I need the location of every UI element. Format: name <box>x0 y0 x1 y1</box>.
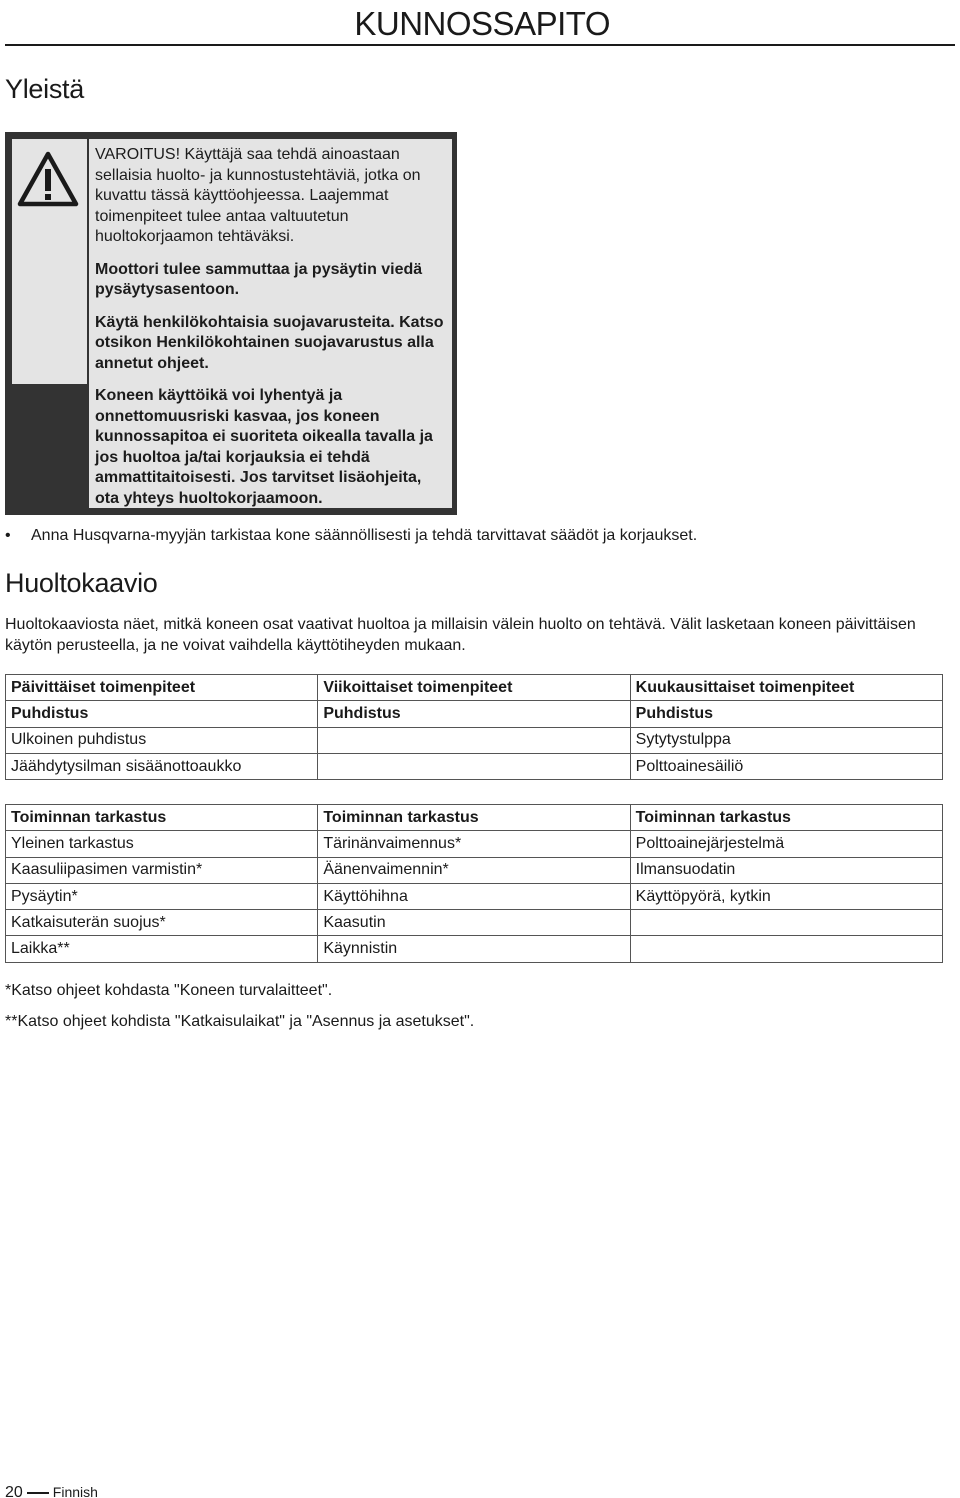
table-cell: Toiminnan tarkastus <box>630 805 942 831</box>
table-row <box>6 701 943 727</box>
table-cell: Tärinänvaimennus* <box>318 831 630 857</box>
table-cell <box>630 910 942 936</box>
bullet-text: Anna Husqvarna-myyjän tarkistaa kone säännöllisesti ja tehdä tarvittavat säädöt ja korjaukset. <box>31 527 698 544</box>
table-cell <box>318 753 630 779</box>
footer-language: Finnish <box>52 1484 98 1498</box>
page-title: KUNNOSSAPITO <box>354 5 610 42</box>
table-row <box>6 936 943 962</box>
table-cell: Laikka** <box>6 936 318 962</box>
table-cell: Katkaisuterän suojus* <box>6 910 318 936</box>
table-row <box>6 753 943 779</box>
table-cell: Äänenvaimennin* <box>318 857 630 883</box>
footnote: *Katso ohjeet kohdasta "Koneen turvalaitteet". <box>5 982 333 999</box>
footer-dash <box>27 1492 49 1494</box>
maintenance-table-cleaning <box>5 674 943 780</box>
table-cell <box>318 727 630 753</box>
table-cell: Käyttöhihna <box>318 883 630 909</box>
table-cell: Polttoainejärjestelmä <box>630 831 942 857</box>
bullet-dot: • <box>5 527 11 544</box>
table-cell: Pysäytin* <box>6 883 318 909</box>
warning-paragraph: VAROITUS! Käyttäjä saa tehdä ainoastaan sellaisia huolto- ja kunnostustehtäviä, jotka on kuvattu tässä käyttöohjeessa. Laajemmat toimenpiteet tulee antaa valtuutetun huoltokorjaamon tehtäväksi. <box>95 146 421 245</box>
table-header-cell: Kuukausittaiset toimenpiteet <box>630 675 942 701</box>
maintenance-table-inspection <box>5 804 943 963</box>
warning-paragraph: Moottori tulee sammuttaa ja pysäytin viedä pysäytysasentoon. <box>95 260 423 298</box>
schedule-intro: Huoltokaaviosta näet, mitkä koneen osat vaativat huoltoa ja millaisin välein huolto on tehtävä. Välit lasketaan koneen päivittäisen käytön perusteella, ja ne voivat vaihdella käyttötiheyden mukaan. <box>5 616 916 654</box>
table-header-cell: Päivittäiset toimenpiteet <box>6 675 318 701</box>
table-cell: Jäähdytysilman sisäänottoaukko <box>6 753 318 779</box>
table-header-cell: Viikoittaiset toimenpiteet <box>318 675 630 701</box>
warning-text <box>89 139 452 508</box>
table-cell: Käynnistin <box>318 936 630 962</box>
table-row <box>6 883 943 909</box>
table-header-row <box>6 675 943 701</box>
table-cell: Toiminnan tarkastus <box>318 805 630 831</box>
table-row <box>6 805 943 831</box>
warning-paragraph: Käytä henkilökohtaisia suojavarusteita. Katso otsikon Henkilökohtainen suojavarustus alla annetut ohjeet. <box>95 313 444 372</box>
table-cell: Toiminnan tarkastus <box>6 805 318 831</box>
table-row <box>6 857 943 883</box>
warning-icon-cell <box>12 139 87 384</box>
table-cell: Sytytystulppa <box>630 727 942 753</box>
table-cell: Ulkoinen puhdistus <box>6 727 318 753</box>
page-number: 20 <box>5 1484 23 1498</box>
table-cell: Käyttöpyörä, kytkin <box>630 883 942 909</box>
table-row <box>6 910 943 936</box>
table-cell: Kaasutin <box>318 910 630 936</box>
table-cell: Puhdistus <box>6 701 318 727</box>
warning-triangle-icon <box>17 151 79 207</box>
table-cell: Puhdistus <box>630 701 942 727</box>
table-cell: Kaasuliipasimen varmistin* <box>6 857 318 883</box>
footnote: **Katso ohjeet kohdista "Katkaisulaikat" ja "Asennus ja asetukset". <box>5 1013 475 1030</box>
table-row <box>6 831 943 857</box>
table-cell: Yleinen tarkastus <box>6 831 318 857</box>
section-title-schedule: Huoltokaavio <box>5 568 158 598</box>
table-cell <box>630 936 942 962</box>
warning-box <box>5 132 457 515</box>
page-header <box>5 0 955 46</box>
page-footer <box>5 1482 98 1498</box>
section-title-general: Yleistä <box>5 74 84 104</box>
table-cell: Puhdistus <box>318 701 630 727</box>
table-cell: Polttoainesäiliö <box>630 753 942 779</box>
table-cell: Ilmansuodatin <box>630 857 942 883</box>
warning-paragraph: Koneen käyttöikä voi lyhentyä ja onnettomuusriski kasvaa, jos koneen kunnossapitoa ei suoriteta oikealla tavalla ja jos huoltoa ja/tai korjauksia ei tehdä ammattitaitoisesti. Jos tarvitset lisäohjeita, ota yhteys huoltokorjaamoon. <box>95 387 433 507</box>
table-row <box>6 727 943 753</box>
